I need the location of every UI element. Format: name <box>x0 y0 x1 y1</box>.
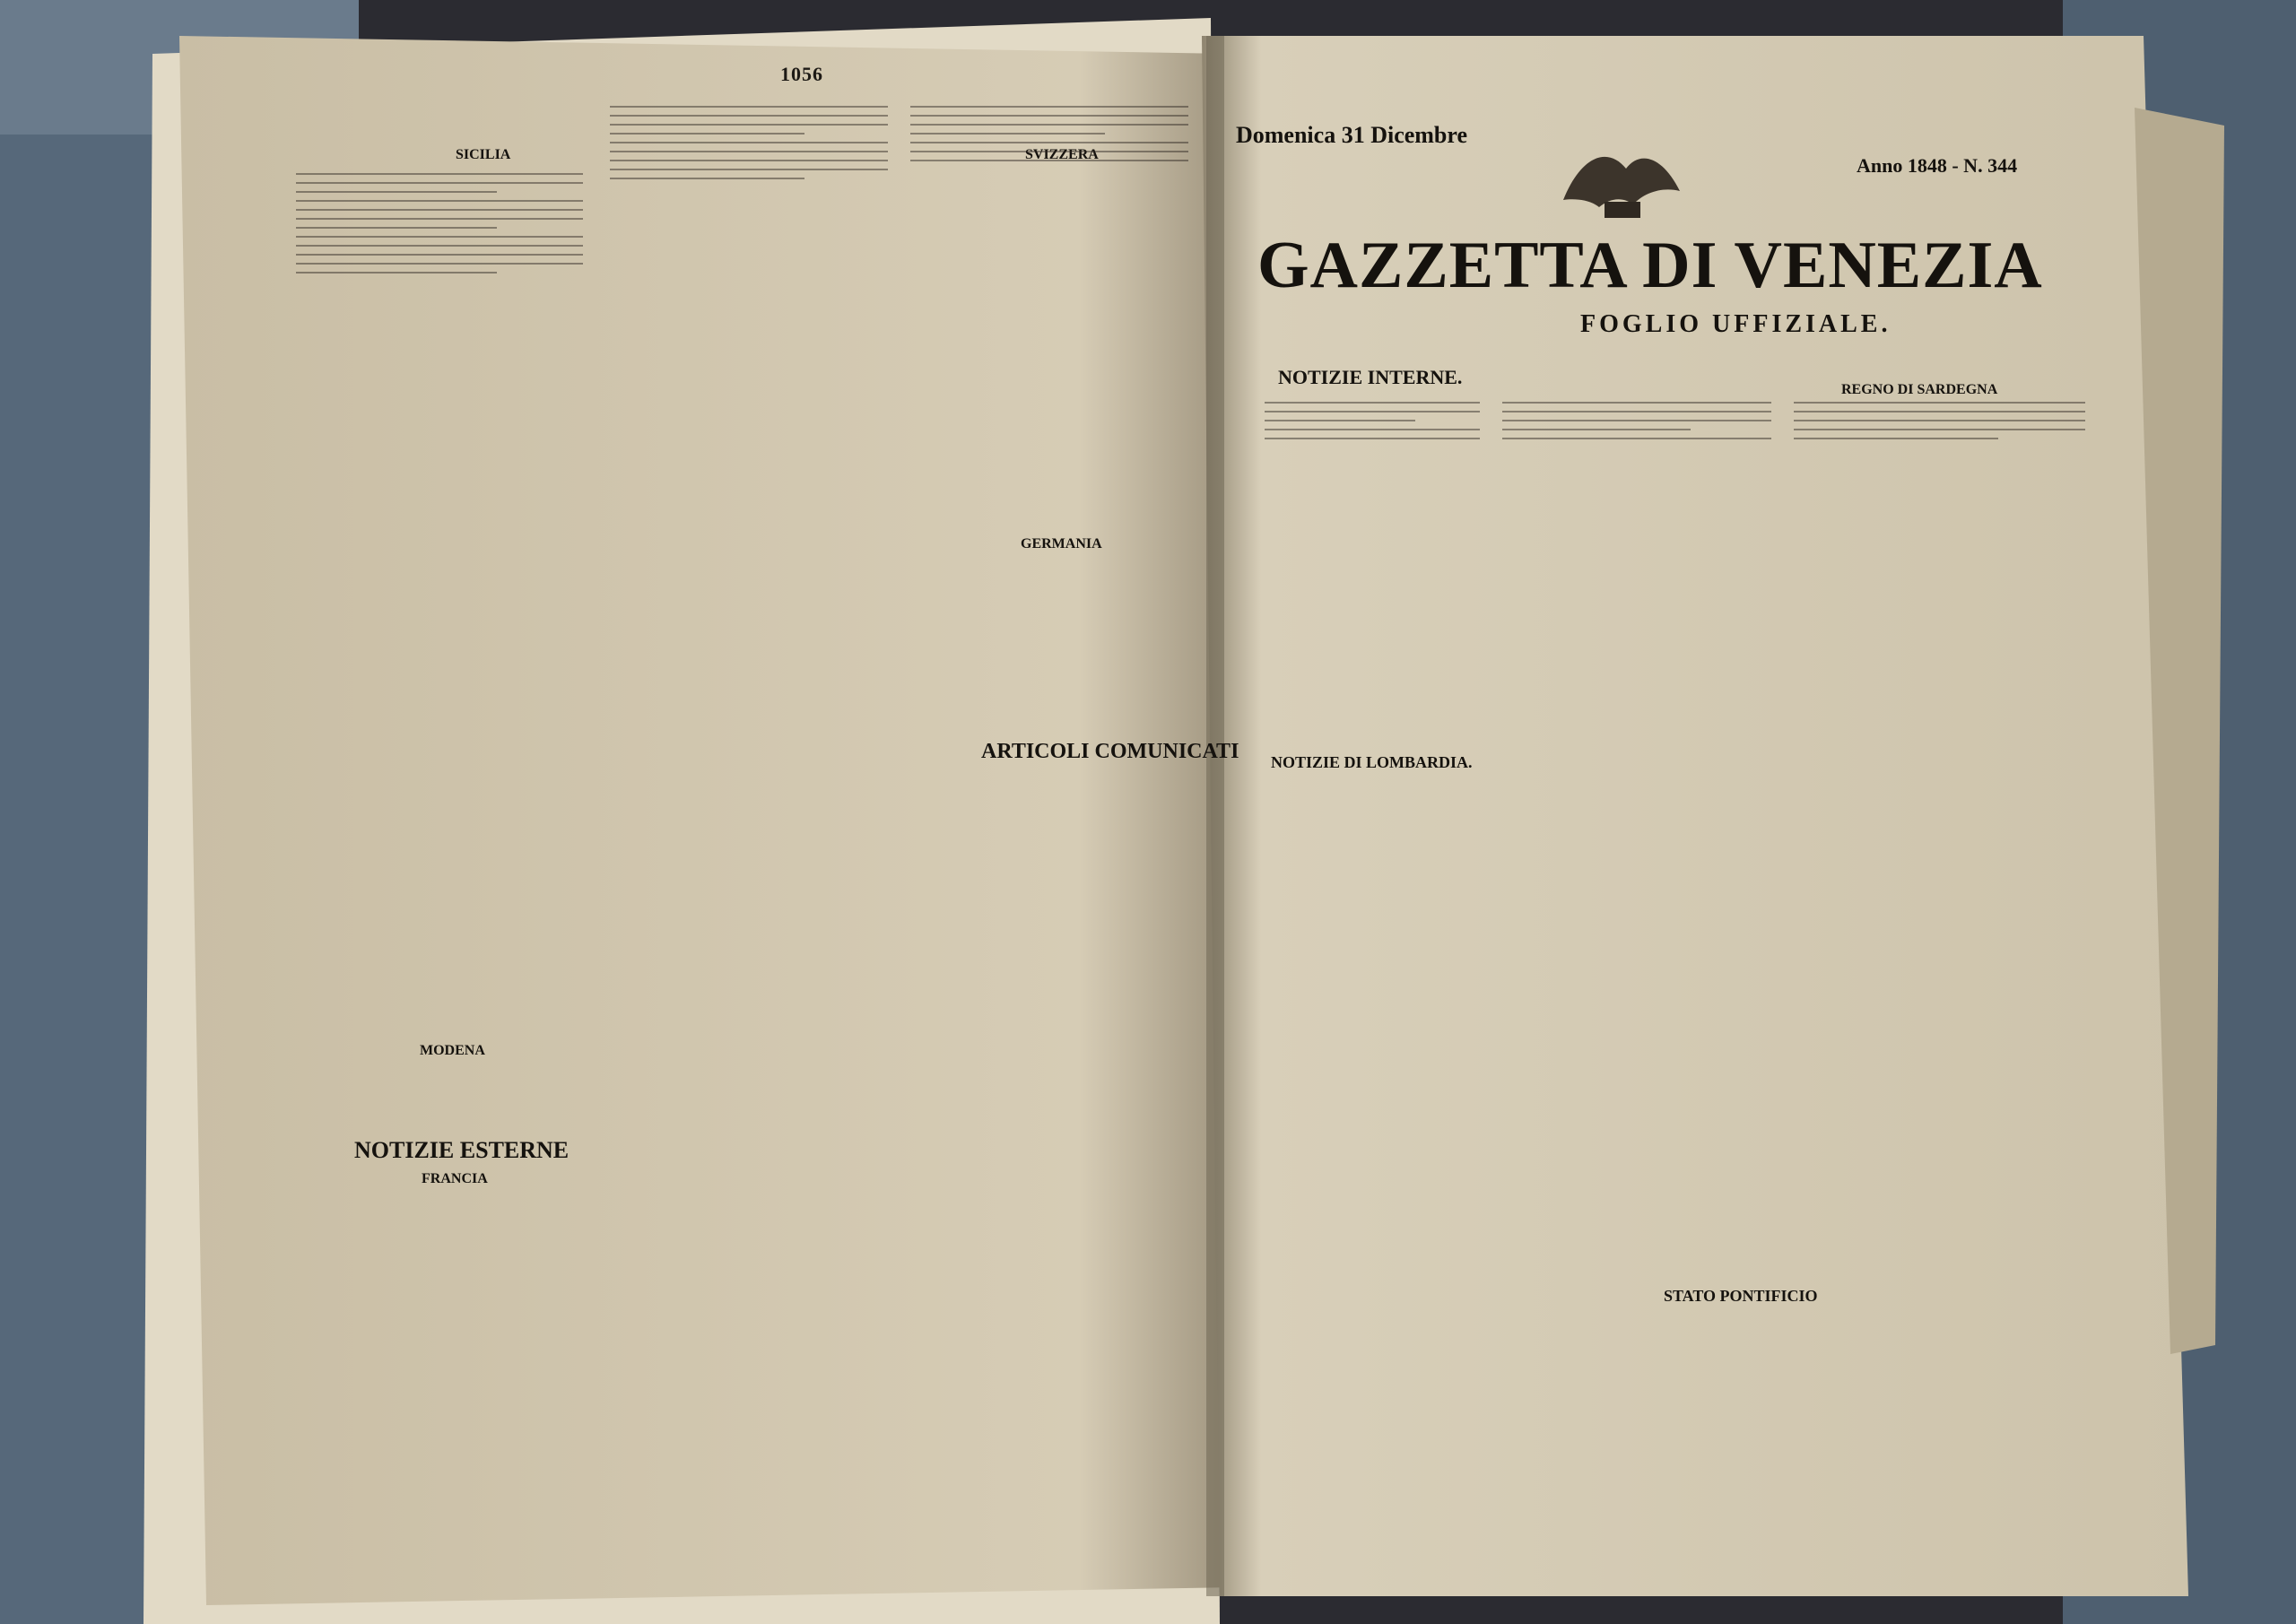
masthead-subtitle: FOGLIO UFFIZIALE. <box>1580 310 1892 338</box>
emblem-lion <box>1554 137 1689 227</box>
left-col-3 <box>910 99 1188 1489</box>
page-number: 1056 <box>780 63 823 85</box>
left-col-2 <box>610 99 888 1489</box>
masthead-title: GAZZETTA DI VENEZIA <box>1257 229 2043 302</box>
heading-francia: FRANCIA <box>422 1171 488 1186</box>
issue-label: Anno 1848 - N. 344 <box>1857 154 2018 177</box>
section-title: NOTIZIE INTERNE. <box>1278 366 1463 388</box>
heading-articoli: ARTICOLI COMUNICATI <box>981 740 1239 763</box>
left-col-1 <box>296 166 583 1484</box>
winged-lion-icon <box>1554 137 1689 227</box>
blue-fabric <box>0 0 161 1624</box>
heading-sicilia: SICILIA <box>456 147 511 162</box>
heading-svizzera: SVIZZERA <box>1025 147 1099 162</box>
heading-notizie-esterne: NOTIZIE ESTERNE <box>354 1137 570 1163</box>
date-label: Domenica 31 Dicembre <box>1236 122 1468 148</box>
sardegna-title: REGNO DI SARDEGNA <box>1841 382 1998 397</box>
right-col-1 <box>1265 395 1480 1480</box>
subsection-title: NOTIZIE DI LOMBARDIA. <box>1271 753 1473 771</box>
heading-germania: GERMANIA <box>1021 536 1102 551</box>
right-col-2 <box>1502 395 1771 1480</box>
right-col-3 <box>1794 395 2085 1480</box>
heading-modena: MODENA <box>420 1043 485 1058</box>
stato-title: STATO PONTIFICIO <box>1664 1287 1818 1305</box>
